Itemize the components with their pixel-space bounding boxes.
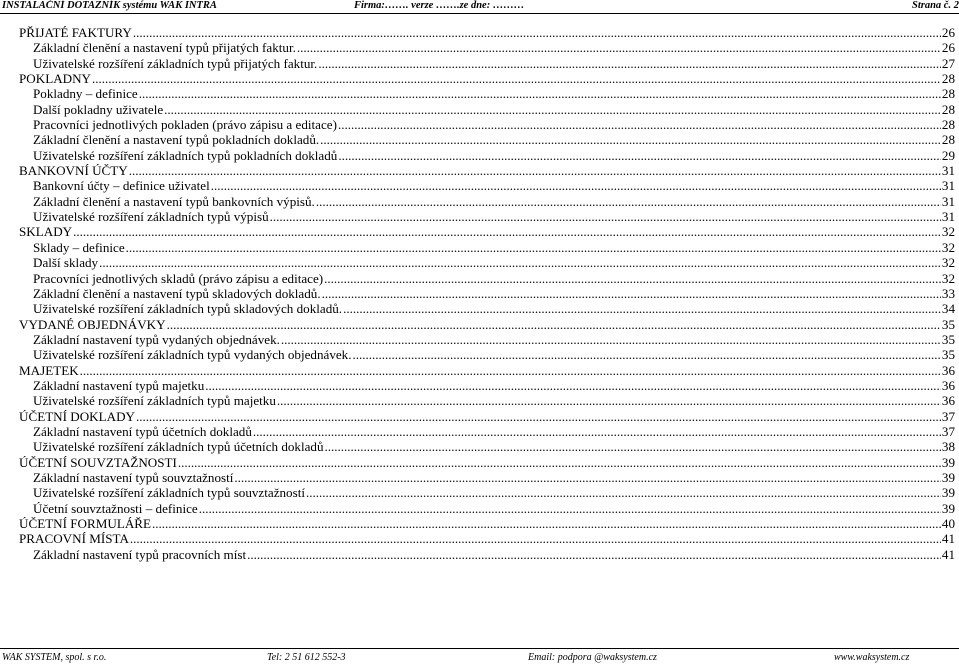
page-footer [0,652,959,664]
toc-subsection-entry[interactable] [19,501,955,516]
toc-page-number: 32 [941,224,955,240]
toc-subsection-entry[interactable] [19,209,955,224]
toc-dot-leader [205,378,941,393]
toc-dot-leader [306,485,941,500]
toc-entry-title: Bankovní účty – definice uživatel [33,178,210,194]
toc-dot-leader [73,224,941,239]
toc-subsection-entry[interactable] [19,255,955,270]
toc-page-number: 40 [941,516,955,531]
toc-subsection-entry[interactable] [19,439,955,454]
toc-section-entry[interactable] [19,163,955,178]
toc-section-entry[interactable] [19,25,955,40]
toc-dot-leader [80,363,941,378]
page-header [0,0,959,12]
toc-subsection-entry[interactable] [19,547,955,562]
toc-entry-title: Základní nastavení typů majetku [33,377,205,393]
toc-entry-title: SKLADY [19,224,73,240]
toc-dot-leader [322,286,941,301]
toc-entry-title: Uživatelské rozšíření základních typů souvztažností [33,485,305,501]
toc-entry-title: PRACOVNÍ MÍSTA [19,531,129,547]
toc-entry-title: Pokladny – definice [33,86,138,102]
toc-entry-title: PŘIJATÉ FAKTURY [19,25,132,40]
toc-entry-title: Pracovníci jednotlivých skladů (právo zápisu a editace) [33,270,324,286]
toc-page-number: 32 [941,270,955,286]
toc-dot-leader [126,240,941,255]
toc-page-number: 39 [941,454,955,470]
toc-page-number: 39 [941,469,955,485]
toc-entry-title: Základní nastavení typů souvztažností [33,469,234,485]
toc-subsection-entry[interactable] [19,301,955,316]
toc-dot-leader [343,301,941,316]
toc-page-number: 37 [941,408,955,424]
toc-dot-leader [178,455,941,470]
toc-dot-leader [99,255,941,270]
toc-entry-title: Základní nastavení typů vydaných objednávek. [33,331,280,347]
toc-page-number: 28 [941,71,955,87]
toc-dot-leader [316,194,941,209]
toc-subsection-entry[interactable] [19,286,955,301]
toc-dot-leader [338,148,941,163]
toc-subsection-entry[interactable] [19,40,955,55]
toc-page-number: 35 [941,331,955,347]
toc-subsection-entry[interactable] [19,347,955,362]
toc-entry-title: BANKOVNÍ ÚČTY [19,163,128,179]
toc-dot-leader [92,71,941,86]
footer-email: Email: podpora @waksystem.cz [528,652,657,663]
toc-dot-leader [270,209,941,224]
toc-page-number: 31 [941,163,955,179]
page-number: Strana č. 2 [912,0,959,11]
toc-entry-title: Další pokladny uživatele [33,101,164,117]
toc-entry-title: ÚČETNÍ DOKLADY [19,408,136,424]
toc-section-entry[interactable] [19,516,955,531]
toc-page-number: 37 [941,423,955,439]
toc-page-number: 36 [941,393,955,409]
toc-subsection-entry[interactable] [19,393,955,408]
toc-subsection-entry[interactable] [19,424,955,439]
toc-dot-leader [164,102,941,117]
toc-section-entry[interactable] [19,531,955,546]
toc-subsection-entry[interactable] [19,178,955,193]
toc-dot-leader [297,40,941,55]
toc-entry-title: Základní členění a nastavení typů skladových dokladů. [33,285,321,301]
toc-subsection-entry[interactable] [19,86,955,101]
toc-page-number: 34 [941,301,955,317]
toc-dot-leader [318,56,941,71]
toc-subsection-entry[interactable] [19,485,955,500]
toc-page-number: 41 [941,531,955,547]
toc-entry-title: Základní členění a nastavení typů bankovních výpisů. [33,193,315,209]
toc-entry-title: ÚČETNÍ SOUVZTAŽNOSTI [19,454,177,470]
toc-dot-leader [353,347,941,362]
toc-dot-leader [320,132,941,147]
toc-entry-title: Uživatelské rozšíření základních typů účetních dokladů [33,439,324,455]
toc-subsection-entry[interactable] [19,470,955,485]
toc-page-number: 38 [941,439,955,455]
toc-entry-title: Uživatelské rozšíření základních typů vydaných objednávek. [33,347,352,363]
toc-entry-title: ÚČETNÍ FORMULÁŘE [19,516,152,531]
toc-dot-leader [133,25,941,40]
footer-company: WAK SYSTEM, spol. s r.o. [2,652,107,663]
toc-section-entry[interactable] [19,317,955,332]
toc-entry-title: Pracovníci jednotlivých pokladen (právo zápisu a editace) [33,117,337,133]
toc-page-number: 41 [941,546,955,562]
toc-entry-title: Uživatelské rozšíření základních typů pokladních dokladů [33,147,338,163]
toc-subsection-entry[interactable] [19,56,955,71]
toc-dot-leader [129,163,941,178]
toc-dot-leader [199,501,941,516]
header-divider [0,13,959,14]
toc-page-number: 28 [941,101,955,117]
toc-entry-title: Základní členění a nastavení typů pokladních dokladů. [33,132,320,148]
toc-dot-leader [152,516,941,531]
toc-subsection-entry[interactable] [19,194,955,209]
toc-entry-title: Základní nastavení typů pracovních míst [33,546,247,562]
footer-divider [0,648,959,649]
company-version-line: Firma:……. verze …….ze dne: ……… [354,0,525,11]
toc-page-number: 31 [941,209,955,225]
toc-entry-title: Další sklady [33,255,99,271]
toc-entry-title: Sklady – definice [33,239,125,255]
toc-page-number: 36 [941,362,955,378]
toc-page-number: 26 [941,25,955,40]
toc-subsection-entry[interactable] [19,332,955,347]
toc-subsection-entry[interactable] [19,240,955,255]
toc-subsection-entry[interactable] [19,148,955,163]
toc-entry-title: VYDANÉ OBJEDNÁVKY [19,316,166,332]
toc-page-number: 31 [941,193,955,209]
toc-entry-title: Uživatelské rozšíření základních typů přijatých faktur. [33,55,318,71]
toc-page-number: 36 [941,377,955,393]
toc-entry-title: Základní členění a nastavení typů přijatých faktur. [33,40,296,56]
toc-dot-leader [211,178,941,193]
toc-entry-title: Základní nastavení typů účetních dokladů [33,423,252,439]
toc-subsection-entry[interactable] [19,117,955,132]
toc-page-number: 28 [941,86,955,102]
toc-section-entry[interactable] [19,71,955,86]
toc-page-number: 39 [941,485,955,501]
footer-phone: Tel: 2 51 612 552-3 [267,652,346,663]
toc-page-number: 32 [941,239,955,255]
toc-dot-leader [281,332,941,347]
toc-entry-title: Uživatelské rozšíření základních typů výpisů [33,209,269,225]
toc-subsection-entry[interactable] [19,378,955,393]
toc-page-number: 28 [941,132,955,148]
toc-page-number: 33 [941,285,955,301]
toc-entry-title: POKLADNY [19,71,92,87]
toc-page-number: 31 [941,178,955,194]
toc-entry-title: MAJETEK [19,362,79,378]
toc-page-number: 35 [941,316,955,332]
toc-dot-leader [277,393,941,408]
toc-dot-leader [139,86,941,101]
toc-entry-title: Účetní souvztažnosti – definice [33,500,198,516]
toc-dot-leader [324,271,941,286]
toc-page-number: 27 [941,55,955,71]
toc-dot-leader [253,424,941,439]
toc-entry-title: Uživatelské rozšíření základních typů skladových dokladů. [33,301,343,317]
toc-dot-leader [130,531,941,546]
toc-subsection-entry[interactable] [19,271,955,286]
table-of-contents [19,25,955,562]
toc-dot-leader [247,547,941,562]
toc-page-number: 39 [941,500,955,516]
toc-page-number: 26 [941,40,955,56]
toc-page-number: 35 [941,347,955,363]
toc-section-entry[interactable] [19,455,955,470]
toc-page-number: 32 [941,255,955,271]
toc-section-entry[interactable] [19,363,955,378]
toc-dot-leader [136,409,941,424]
footer-website: www.waksystem.cz [834,652,910,663]
toc-section-entry[interactable] [19,409,955,424]
toc-dot-leader [338,117,941,132]
toc-page-number: 28 [941,117,955,133]
toc-section-entry[interactable] [19,224,955,239]
toc-subsection-entry[interactable] [19,102,955,117]
toc-page-number: 29 [941,147,955,163]
toc-dot-leader [167,317,941,332]
toc-dot-leader [234,470,941,485]
document-title: INSTALAČNÍ DOTAZNÍK systému WAK INTRA [2,0,217,11]
toc-entry-title: Uživatelské rozšíření základních typů majetku [33,393,276,409]
toc-subsection-entry[interactable] [19,132,955,147]
toc-dot-leader [325,439,941,454]
